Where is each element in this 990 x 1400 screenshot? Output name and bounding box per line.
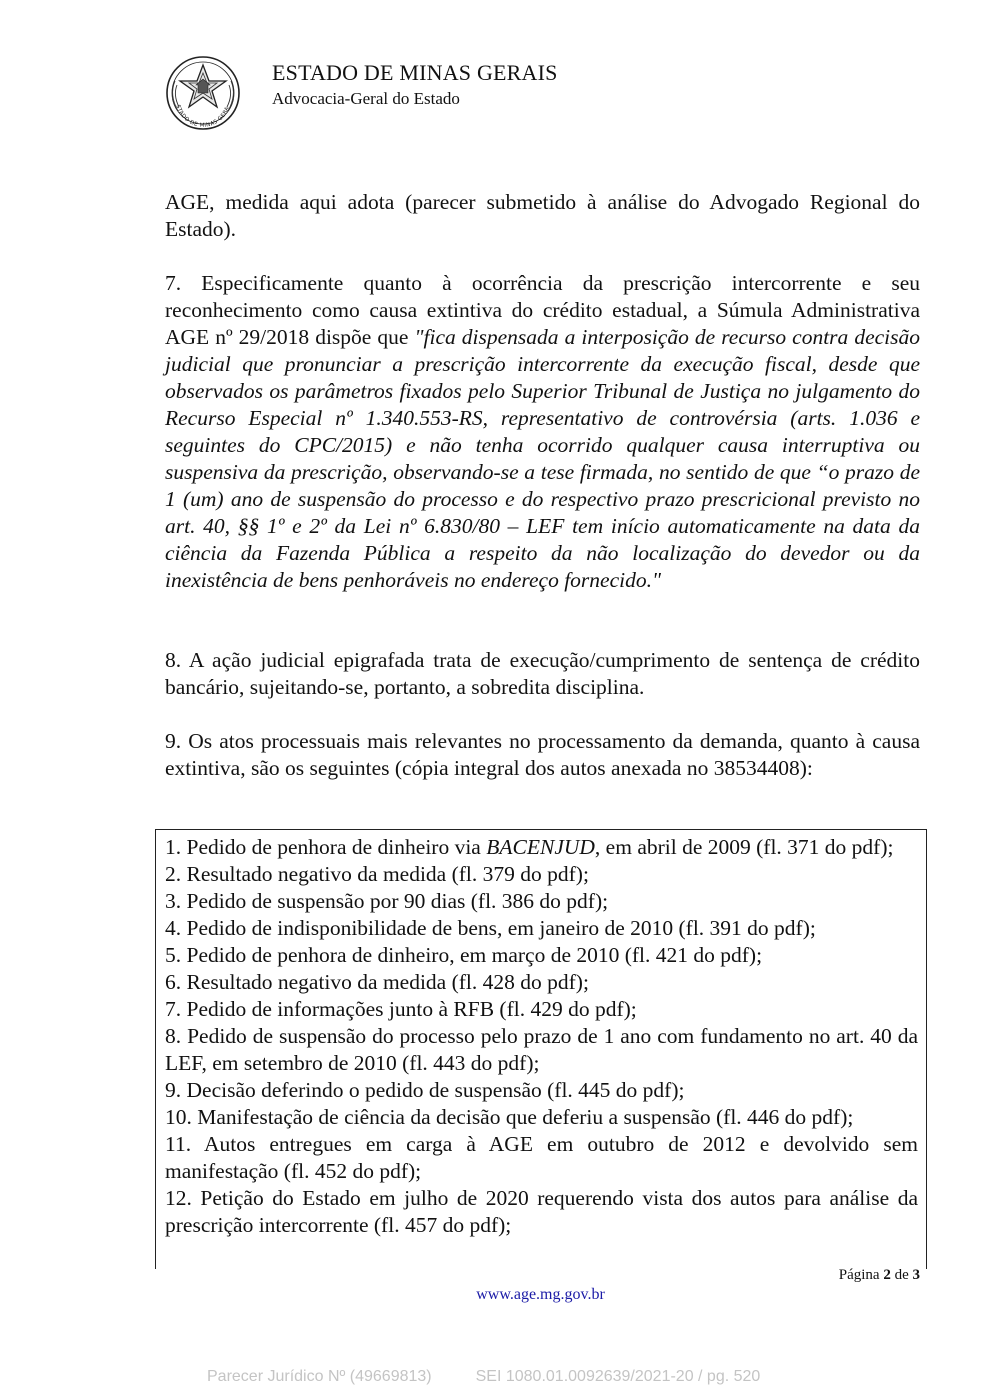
act-item: 12. Petição do Estado em julho de 2020 requerendo vista dos autos para análise da prescrição intercorrente (fl. 457 do pdf);: [165, 1186, 918, 1237]
stamp-document-id: Parecer Jurídico Nº (49669813): [207, 1368, 432, 1385]
procedural-acts-list: [156, 830, 926, 1239]
paragraph-continuation: AGE, medida aqui adota (parecer submetido à análise do Advogado Regional do Estado).: [165, 190, 920, 241]
svg-text:ESTADO DE MINAS GERAIS: STADO DE MINAS GERA: [174, 104, 231, 129]
state-seal-icon: [163, 55, 243, 133]
paragraph-7-intro: 7. Especificamente quanto à ocorrência da prescrição intercorrente e seu reconhecimento como causa extintiva do crédito estadual, a Súmula Administrativa AGE nº 29/2018 dispõe que: [165, 271, 920, 349]
act-item-text: 1. Pedido de penhora de dinheiro via: [165, 835, 487, 859]
page-total: 3: [912, 1267, 920, 1283]
procedural-acts-box: [155, 829, 927, 1269]
act-item-text: , em abril de 2009 (fl. 371 do pdf);: [594, 835, 894, 859]
act-item: 7. Pedido de informações junto à RFB (fl. 429 do pdf);: [165, 997, 637, 1021]
page-number-label: Página: [838, 1267, 880, 1283]
paragraph-7-quote: "fica dispensada a interposição de recurso contra decisão judicial que pronunciar a prescrição intercorrente da execução fiscal, desde que observados os parâmetros fixados pelo Superior Tribunal de Justiça no julgamento do Recurso Especial nº 1.340.553-RS, representativo de controvérsia (arts. 1.036 e seguintes do CPC/2015) e não tenha ocorrido qualquer causa interruptiva ou suspensiva da prescrição, observando-se a tese firmada, no sentido de que “o prazo de 1 (um) ano de suspensão do processo e do respectivo prazo prescricional previsto no art. 40, §§ 1º e 2º da Lei nº 6.830/80 – LEF tem início automaticamente na data da ciência da Fazenda Pública a respeito da não localização do devedor ou da inexistência de bens penhoráveis no endereço fornecido.": [165, 325, 920, 592]
act-item: [165, 834, 918, 861]
act-item: 10. Manifestação de ciência da decisão que deferiu a suspensão (fl. 446 do pdf);: [165, 1105, 854, 1129]
act-item: 8. Pedido de suspensão do processo pelo prazo de 1 ano com fundamento no art. 40 da LEF, em setembro de 2010 (fl. 443 do pdf);: [165, 1024, 918, 1075]
page-number-separator: de: [894, 1267, 909, 1283]
header-office-subtitle: Advocacia-Geral do Estado: [272, 89, 460, 108]
paragraph-8: 8. A ação judicial epigrafada trata de execução/cumprimento de sentença de crédito bancário, sujeitando-se, portanto, a sobredita disciplina.: [165, 648, 920, 699]
act-item-emphasis: BACENJUD: [486, 835, 595, 859]
page-current: 2: [883, 1267, 891, 1283]
page-number: [839, 1267, 920, 1284]
header-state-title: ESTADO DE MINAS GERAIS: [272, 60, 558, 85]
act-item: 5. Pedido de penhora de dinheiro, em março de 2010 (fl. 421 do pdf);: [165, 943, 763, 967]
act-item: 4. Pedido de indisponibilidade de bens, em janeiro de 2010 (fl. 391 do pdf);: [165, 916, 816, 940]
act-item: 2. Resultado negativo da medida (fl. 379 do pdf);: [165, 862, 589, 886]
stamp-sei-process: SEI 1080.01.0092639/2021-20 / pg. 520: [475, 1368, 761, 1385]
paragraph-9: 9. Os atos processuais mais relevantes no processamento da demanda, quanto à causa extintiva, são os seguintes (cópia integral dos autos anexada no 38534408):: [165, 729, 920, 780]
act-item: 3. Pedido de suspensão por 90 dias (fl. 386 do pdf);: [165, 889, 609, 913]
sei-stamp: [207, 1368, 760, 1386]
website-link[interactable]: www.age.mg.gov.br: [476, 1286, 605, 1303]
act-item: 6. Resultado negativo da medida (fl. 428 do pdf);: [165, 970, 589, 994]
act-item: 9. Decisão deferindo o pedido de suspensão (fl. 445 do pdf);: [165, 1078, 685, 1102]
paragraph-7: [165, 270, 920, 594]
act-item: 11. Autos entregues em carga à AGE em outubro de 2012 e devolvido sem manifestação (fl. 452 do pdf);: [165, 1132, 918, 1183]
